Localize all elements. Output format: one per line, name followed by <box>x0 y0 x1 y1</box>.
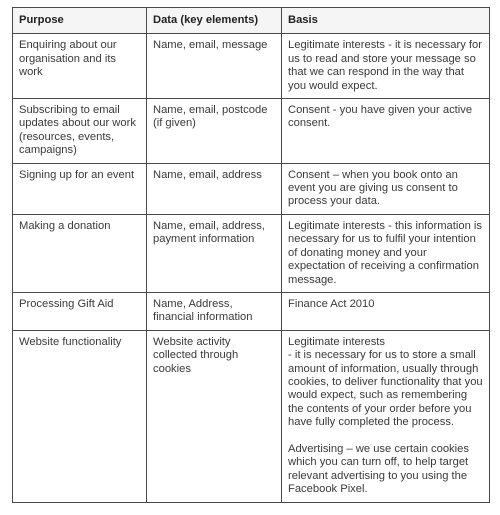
basis-cell <box>282 292 490 330</box>
data-processing-table <box>12 7 490 503</box>
basis-text: Finance Act 2010 <box>288 297 375 310</box>
purpose-cell: Enquiring about our organisation and its work <box>13 34 147 99</box>
header-data: Data (key elements) <box>147 8 282 34</box>
purpose-cell: Signing up for an event <box>13 163 147 214</box>
table-row <box>13 99 490 164</box>
basis-text: Legitimate interests - it is necessary for us to read and store your message so that we can respond in the way that you would expect. <box>288 39 482 92</box>
data-cell: Name, email, postcode (if given) <box>147 99 282 164</box>
data-cell: Name, email, address, payment information <box>147 214 282 292</box>
basis-text: Consent – when you book onto an event you are giving us consent to process your data. <box>288 168 458 208</box>
purpose-cell: Processing Gift Aid <box>13 292 147 330</box>
table-row <box>13 330 490 502</box>
table-row <box>13 292 490 330</box>
basis-text: Legitimate interests - this information is necessary for us to fulfil your intention of donating money and your expectation of receiving a confirmation message. <box>288 219 482 286</box>
header-basis: Basis <box>282 8 490 34</box>
paragraph-gap <box>288 430 484 443</box>
table-row <box>13 163 490 214</box>
data-cell: Website activity collected through cookies <box>147 330 282 502</box>
purpose-cell: Website functionality <box>13 330 147 502</box>
purpose-cell: Making a donation <box>13 214 147 292</box>
table-row <box>13 34 490 99</box>
basis-text: - it is necessary for us to store a small amount of information, usually through cookies, to deliver functionality that you would expect, such as remembering the contents of your order before you have fully completed the process. <box>288 349 483 429</box>
basis-text: Consent - you have given your active consent. <box>288 104 473 130</box>
basis-cell <box>282 330 490 502</box>
basis-text: Legitimate interests <box>288 335 386 348</box>
purpose-cell: Subscribing to email updates about our work (resources, events, campaigns) <box>13 99 147 164</box>
basis-cell <box>282 34 490 99</box>
basis-text: Advertising – we use certain cookies which you can turn off, to help target relevant advertising to you using the Facebook Pixel. <box>288 442 469 496</box>
table-header-row <box>13 8 490 34</box>
data-cell: Name, email, address <box>147 163 282 214</box>
basis-cell <box>282 163 490 214</box>
table-row <box>13 214 490 292</box>
data-cell: Name, Address, financial information <box>147 292 282 330</box>
header-purpose: Purpose <box>13 8 147 34</box>
data-cell: Name, email, message <box>147 34 282 99</box>
basis-cell <box>282 99 490 164</box>
basis-cell <box>282 214 490 292</box>
